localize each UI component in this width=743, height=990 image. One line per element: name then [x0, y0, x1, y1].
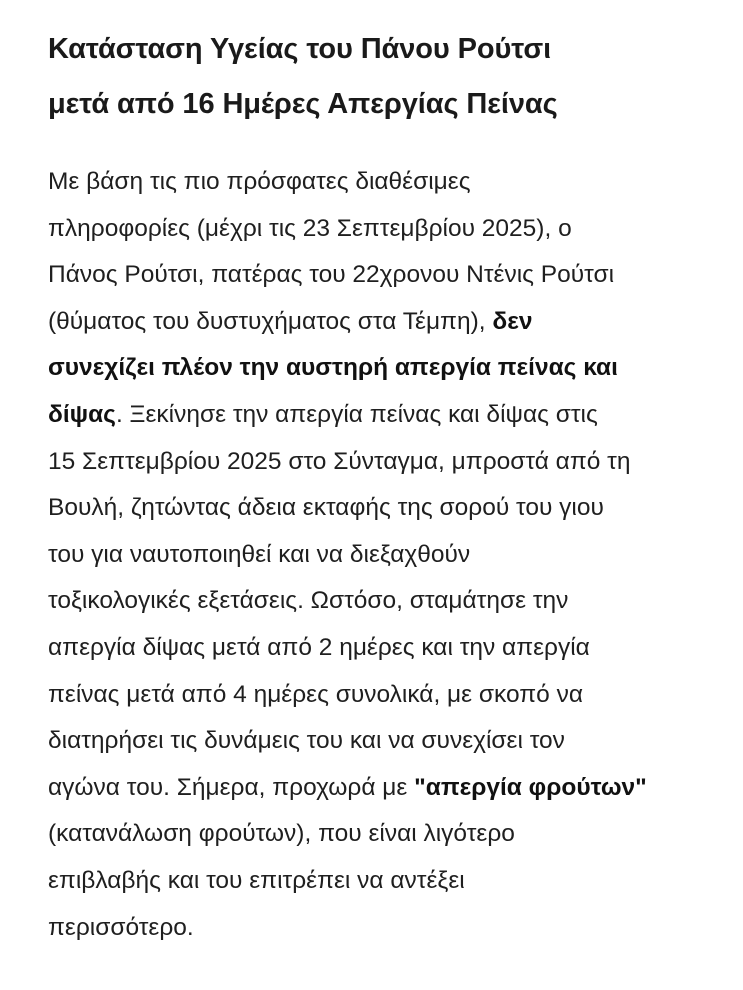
bold-text-segment: δεν	[492, 307, 533, 335]
bold-text-segment: δίψας	[48, 400, 116, 428]
body-line	[48, 345, 708, 392]
body-line: πληροφορίες (μέχρι τις 23 Σεπτεμβρίου 2025), ο	[48, 214, 572, 242]
body-text-segment: αγώνα του. Σήμερα, προχωρά με	[48, 773, 415, 801]
bold-text-segment: "απεργία φρούτων"	[414, 773, 647, 801]
body-line: πείνας μετά από 4 ημέρες συνολικά, με σκοπό να	[48, 680, 584, 708]
article-title	[48, 22, 708, 132]
body-line: Με βάση τις πιο πρόσφατες διαθέσιμες	[48, 168, 471, 195]
article-body	[48, 159, 708, 951]
body-line: απεργία δίψας μετά από 2 ημέρες και την απεργία	[48, 633, 590, 661]
body-line: (κατανάλωση φρούτων), που είναι λιγότερο	[48, 820, 515, 848]
article	[48, 22, 708, 951]
body-line: του για ναυτοποιηθεί και να διεξαχθούν	[48, 540, 471, 568]
title-line: μετά από 16 Ημέρες Απεργίας Πείνας	[48, 88, 558, 120]
body-text-segment: . Ξεκίνησε την απεργία πείνας και δίψας στις	[115, 400, 598, 428]
body-line: περισσότερο.	[48, 913, 194, 941]
body-line: διατηρήσει τις δυνάμεις του και να συνεχίσει τον	[48, 727, 565, 755]
body-line	[48, 765, 708, 812]
body-line	[48, 392, 708, 439]
body-line: επιβλαβής και του επιτρέπει να αντέξει	[48, 866, 465, 894]
body-line: τοξικολογικές εξετάσεις. Ωστόσο, σταμάτησε την	[48, 587, 569, 615]
body-text-segment: (θύματος του δυστυχήματος στα Τέμπη),	[48, 307, 493, 335]
body-line: Πάνος Ρούτσι, πατέρας του 22χρονου Ντένις Ρούτσι	[48, 261, 615, 289]
body-line	[48, 299, 708, 346]
bold-text-segment: συνεχίζει πλέον την αυστηρή απεργία πείνας και	[48, 354, 618, 382]
body-line: Βουλή, ζητώντας άδεια εκταφής της σορού του γιου	[48, 494, 604, 522]
body-line: 15 Σεπτεμβρίου 2025 στο Σύνταγμα, μπροστά από τη	[48, 447, 631, 475]
title-line: Κατάσταση Υγείας του Πάνου Ρούτσι	[48, 33, 552, 65]
